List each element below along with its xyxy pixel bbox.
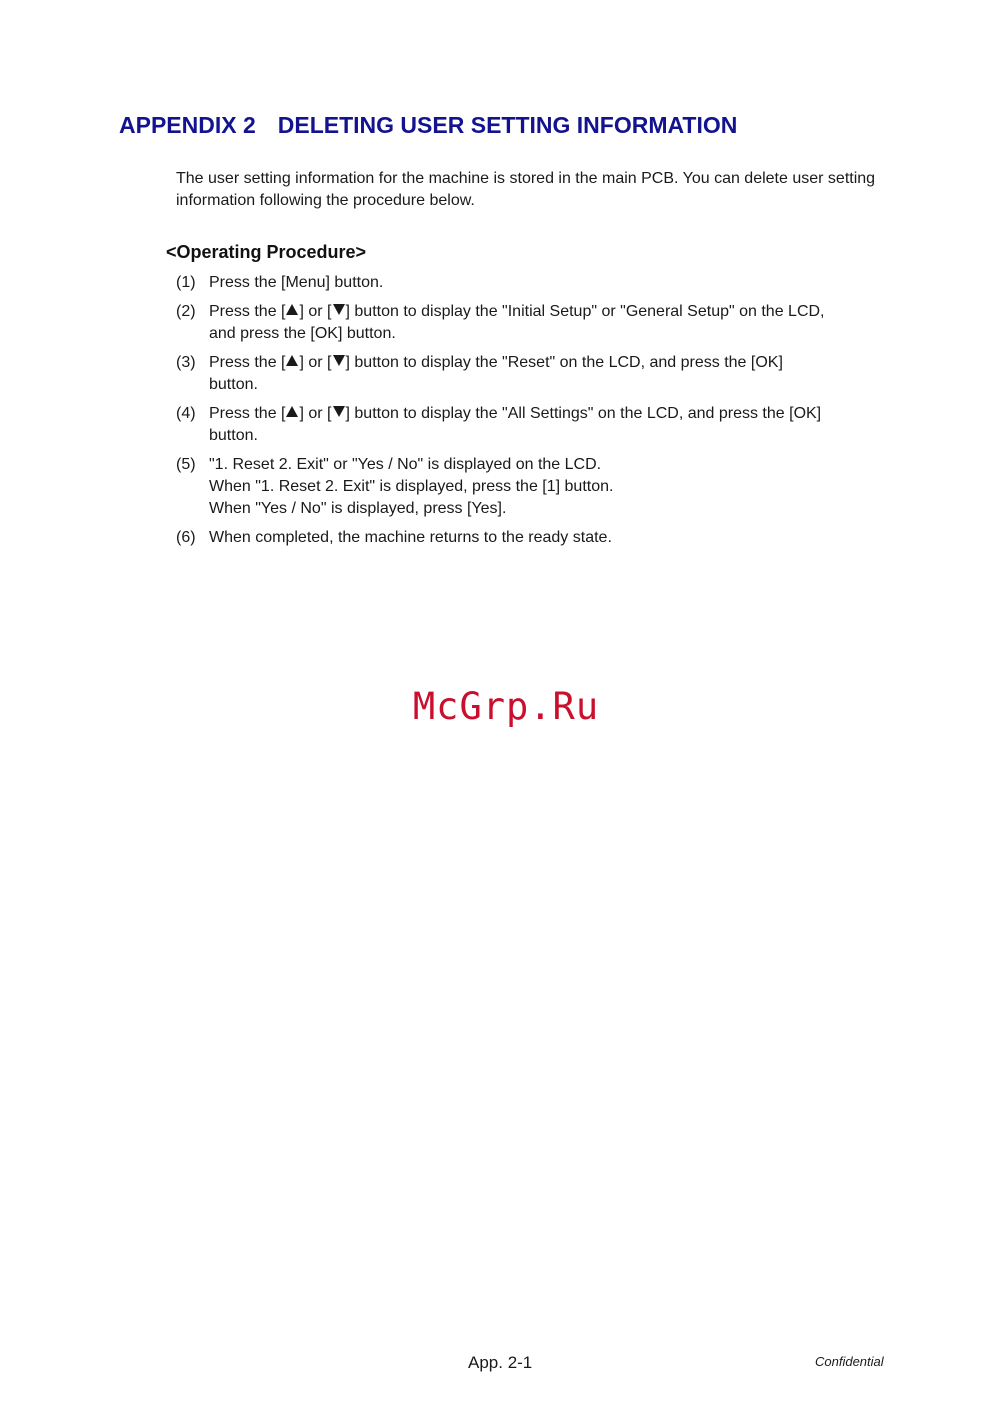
step-text-part: ] or [	[299, 405, 332, 422]
watermark: McGrp.Ru	[412, 685, 600, 728]
step-5	[176, 454, 876, 520]
step-text: When completed, the machine returns to the ready state.	[209, 529, 612, 546]
step-number: (1)	[176, 274, 196, 291]
intro-paragraph: The user setting information for the machine is stored in the main PCB. You can delete user setting information following the procedure below.	[176, 170, 876, 209]
step-text-part: ] button to display the "All Settings" on the LCD, and press the [OK]	[345, 405, 822, 422]
step-text-part: ] button to display the "Initial Setup" or "General Setup" on the LCD,	[345, 303, 825, 320]
step-1	[176, 272, 876, 294]
step-number: (3)	[176, 354, 196, 371]
step-text-part: Press the [	[209, 303, 286, 320]
down-arrow-icon	[333, 406, 345, 417]
title-text: DELETING USER SETTING INFORMATION	[277, 112, 738, 138]
step-2	[176, 301, 876, 345]
step-number: (5)	[176, 456, 196, 473]
step-text-part: Press the [	[209, 354, 286, 371]
step-4	[176, 403, 876, 447]
step-3	[176, 352, 876, 396]
step-text-continued: and press the [OK] button.	[209, 325, 396, 342]
up-arrow-icon	[286, 355, 298, 366]
step-6	[176, 527, 876, 549]
footer-confidential: Confidential	[815, 1354, 884, 1369]
footer-page-number: App. 2-1	[468, 1353, 533, 1372]
step-text-continued: button.	[209, 376, 258, 393]
step-text-continued: When "Yes / No" is displayed, press [Yes].	[209, 500, 507, 517]
step-text: Press the [Menu] button.	[209, 274, 384, 291]
step-number: (4)	[176, 405, 196, 422]
up-arrow-icon	[286, 406, 298, 417]
step-text-part: Press the [	[209, 405, 286, 422]
step-text-continued: When "1. Reset 2. Exit" is displayed, press the [1] button.	[209, 478, 614, 495]
step-text-part: ] or [	[299, 303, 332, 320]
title-appendix-number: APPENDIX 2	[119, 112, 256, 138]
up-arrow-icon	[286, 304, 298, 315]
procedure-steps	[176, 272, 876, 556]
step-text	[209, 301, 876, 323]
step-text	[209, 352, 876, 374]
step-number: (6)	[176, 529, 196, 546]
page-title	[119, 112, 737, 139]
step-text-part: ] button to display the "Reset" on the LCD, and press the [OK]	[345, 354, 783, 371]
step-number: (2)	[176, 303, 196, 320]
step-text: "1. Reset 2. Exit" or "Yes / No" is displayed on the LCD.	[209, 456, 602, 473]
procedure-heading: <Operating Procedure>	[166, 242, 367, 262]
step-text-continued: button.	[209, 427, 258, 444]
step-text	[209, 403, 876, 425]
down-arrow-icon	[333, 304, 345, 315]
down-arrow-icon	[333, 355, 345, 366]
step-text-part: ] or [	[299, 354, 332, 371]
